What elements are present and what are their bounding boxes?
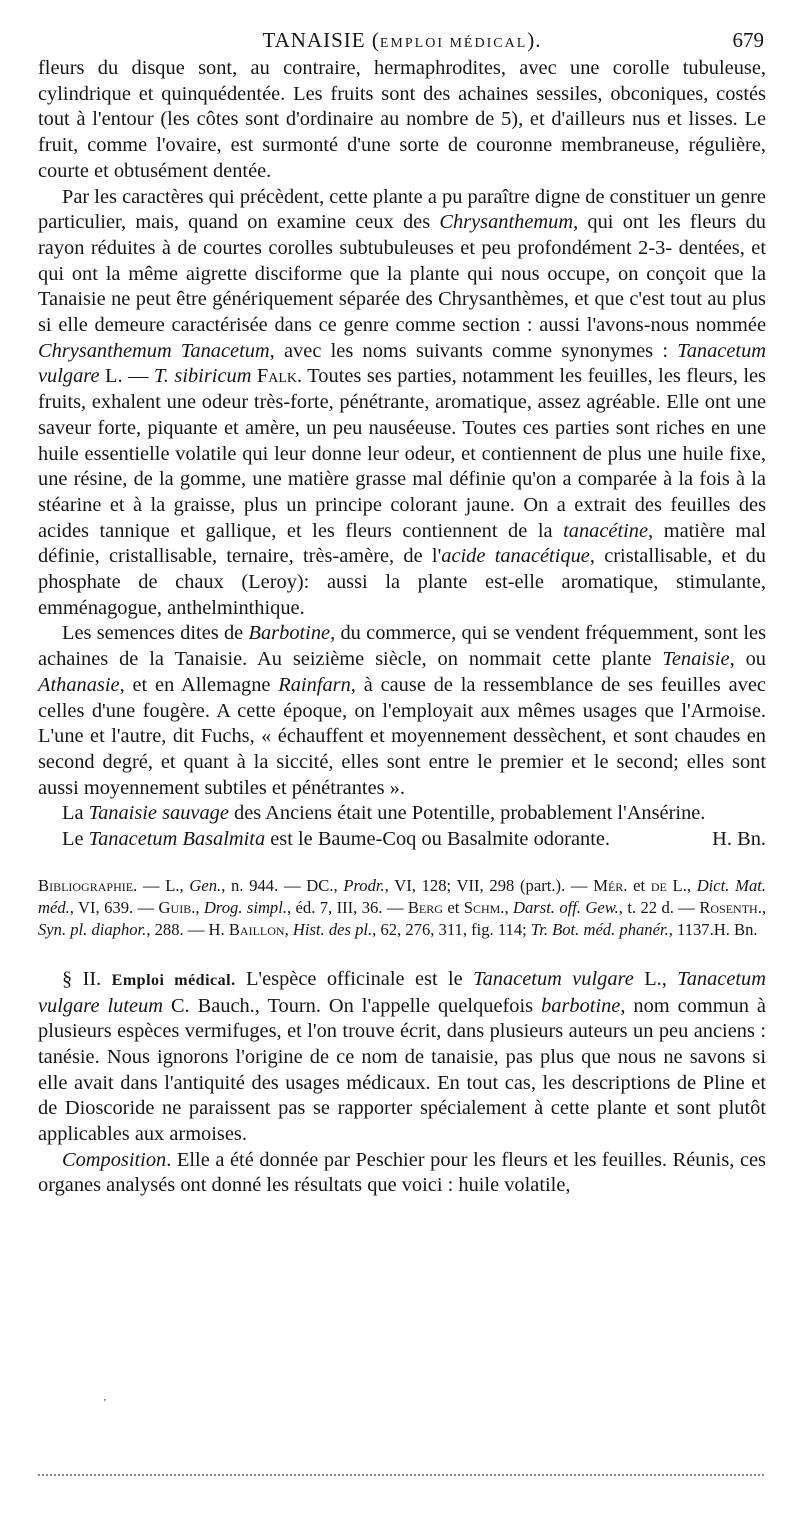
- italic-term: Darst. off. Gew.: [513, 897, 619, 917]
- italic-term: Gen.: [189, 875, 222, 895]
- paragraph: [38, 827, 766, 853]
- small-caps-name: Bibliographie: [38, 875, 134, 895]
- italic-term: barbotine: [541, 994, 621, 1017]
- paragraph: [38, 56, 766, 185]
- text-run: La: [62, 802, 89, 825]
- text-run: des Anciens était une Potentille, probablement l'Ansérine.: [228, 802, 706, 825]
- text-run: , qui ont les fleurs du rayon réduites à de courtes corolles subtubuleuses et peu profondément 2-3- dentées, et qui ont la même aigrette disciforme que la plante qui nous occupe, on conçoit que la Tanaisie ne peut être génériquement séparée des Chrysanthèmes, et que c'est tout au plus si elle demeure caractérisée dans ce genre comme section : aussi l'avons-nous nommée: [38, 211, 766, 337]
- text-run: est le Baume-Coq ou Basalmite odorante.: [265, 828, 611, 851]
- italic-term: Tanacetum Basalmita: [88, 828, 266, 851]
- paragraph: [38, 801, 766, 827]
- text-run: . — L.,: [133, 875, 190, 895]
- text-run: L'espèce officinale est le: [235, 967, 474, 990]
- text-run: , et en Allemagne: [119, 673, 279, 696]
- text-run: , éd. 7, III, 36. —: [286, 897, 408, 917]
- paragraph: [38, 1148, 766, 1199]
- text-run: § II.: [62, 967, 112, 990]
- italic-term: Tanaisie sauvage: [88, 802, 229, 825]
- small-caps-name: Schm: [463, 897, 501, 917]
- italic-term: Syn. pl. diaphor.: [38, 919, 147, 939]
- italic-term: tanacétine: [563, 519, 649, 542]
- italic-term: Chrysanthemum Tanacetum: [38, 339, 270, 362]
- text-run: et: [442, 897, 464, 917]
- text-run: ,: [284, 919, 293, 939]
- text-run: L.,: [666, 875, 697, 895]
- italic-term: Tanacetum vulgare: [38, 339, 766, 388]
- text-run: Les semences dites de: [62, 622, 249, 645]
- text-run: , à cause de la ressemblance de ses feuilles avec celles d'une fougère. A cette époque, on l'employait aux mêmes usages que l'Armoise. L'une et l'autre, dit Fuchs, « échauffent et moyennement dessèchent, et sont chaudes en second degré, et quant à la siccité, elles sont entre le premier et le second; elles sont aussi moyennement subtiles et pénétrantes ».: [38, 673, 766, 799]
- italic-term: Dict. Mat. méd.: [38, 875, 767, 917]
- text-run: , 62, 276, 311, fig. 114;: [372, 919, 531, 939]
- text-run: , du commerce, qui se vendent fréquemment, sont les achaines de la Tanaisie. Au seizième siècle, on nommait cette plante: [38, 622, 767, 671]
- text-run: , n. 944. — DC.,: [221, 875, 344, 895]
- page-number: 679: [732, 28, 764, 52]
- running-title-main: TANAISIE (: [262, 28, 380, 52]
- text-run: . Elle a été donnée par Peschier pour les fleurs et les feuilles. Réunis, ces organes analysés ont donné les résultats que voici : huile volatile,: [38, 1148, 766, 1197]
- text-run: , VI, 128; VII, 298 (part.). —: [384, 875, 594, 895]
- text-run: fleurs du disque sont, au contraire, hermaphrodites, avec une corolle tubuleuse, cylindrique et quinquédentée. Les fruits sont des achaines sessiles, obconiques, costés tout à l'entour (les côtes sont d'ordinaire au nombre de 5), et d'ailleurs nus et lisses. Le fruit, comme l'ovaire, est surmonté d'une sorte de couronne membraneuse, régulière, courte et obtusément dentée.: [38, 57, 766, 182]
- italic-term: Tr. Bot. méd. phanér.: [530, 919, 669, 939]
- text-run: , VI, 639. —: [69, 897, 159, 917]
- italic-term: Athanasie: [38, 673, 120, 696]
- text-run: , nom commun à plusieurs espèces vermifuges, et l'on trouve écrit, dans plusieurs auteurs un peu anciens : tanésie. Nous ignorons l'origine de ce nom de tanaisie, pas plus que nous ne savons si elle avait dans l'antiquité des usages médicaux. En tout cas, les descriptions de Pline et de Dioscoride ne paraissent pas se rapporter spécialement à cette plante et sont plutôt applicables aux armoises.: [38, 994, 766, 1146]
- text-run: .,: [191, 897, 204, 917]
- text-run: Le: [62, 828, 89, 851]
- italic-term: Drog. simpl.: [203, 897, 287, 917]
- text-run: . Toutes ses parties, notamment les feuilles, les fleurs, les fruits, exhalent une odeur très-forte, pénétrante, aromatique, assez agréable. Elle ont une saveur forte, piquante et amère, un peu nauséeuse. Toutes ces parties sont riches en une huile essentielle volatile qui leur donne leur odeur, et contiennent de plus une huile fixe, une résine, de la gomme, une matière grasse mal définie qu'on a comparée à la fois à la stéarine et à la graisse, plus un principe colorant jaune. On a extrait des feuilles des acides tannique et gallique, et les fleurs contiennent de la: [38, 365, 766, 542]
- running-title-section: EMPLOI MÉDICAL: [379, 36, 528, 51]
- italic-term: Tanacetum vulgare luteum: [38, 967, 766, 1017]
- italic-term: Hist. des pl.: [292, 919, 373, 939]
- paragraph: [38, 621, 766, 801]
- italic-term: Composition: [62, 1148, 167, 1171]
- document-page: [38, 22, 766, 1199]
- text-run: L.,: [633, 967, 678, 990]
- running-title-end: ).: [527, 28, 542, 52]
- text-run: , avec les noms suivants comme synonymes :: [269, 339, 678, 362]
- bibliography: [38, 875, 766, 941]
- italic-term: Tanacetum vulgare: [473, 967, 634, 990]
- text-run: , matière mal définie, cristallisable, ternaire, très-amère, de l': [38, 519, 766, 568]
- author-signature: H. Bn.: [713, 919, 758, 939]
- text-run: L. —: [99, 365, 154, 388]
- stray-ink-mark: ': [104, 1398, 106, 1409]
- text-run: , 288. — H.: [146, 919, 229, 939]
- italic-term: Chrysanthemum: [439, 211, 574, 234]
- small-caps-name: Berg: [407, 897, 443, 917]
- text-run: , cristallisable, et du phosphate de chaux (Leroy): aussi la plante est-elle aromatique, stimulante, emménagogue, anthelminthique.: [38, 545, 766, 619]
- small-caps-name: Falk: [256, 365, 298, 388]
- bottom-rule: [38, 1474, 764, 1476]
- small-caps-name: Rosenth: [699, 897, 758, 917]
- italic-term: Tenaisie: [662, 648, 730, 671]
- text-run: .,: [757, 897, 767, 917]
- italic-term: Barbotine: [248, 622, 331, 645]
- small-caps-name: Baillon: [228, 919, 285, 939]
- italic-term: acide tanacétique: [441, 545, 590, 568]
- text-run: Par les caractères qui précèdent, cette plante a pu paraître digne de constituer un genre particulier, mais, quand on examine ceux des: [38, 185, 766, 234]
- article-body: [38, 56, 766, 853]
- section-emploi-medical: [38, 967, 766, 1199]
- text-run: . et: [623, 875, 651, 895]
- paragraph: [38, 185, 766, 622]
- text-run: .,: [500, 897, 513, 917]
- running-header: [38, 22, 766, 56]
- italic-term: Rainfarn: [278, 673, 351, 696]
- text-run: , ou: [729, 648, 766, 671]
- small-caps-name: Mér: [593, 875, 624, 895]
- italic-term: Prodr.: [343, 875, 385, 895]
- author-signature: H. Bn.: [712, 828, 766, 851]
- running-title: [38, 28, 766, 53]
- small-caps-name: de: [650, 875, 667, 895]
- italic-term: T. sibiricum: [153, 365, 252, 388]
- section-heading: Emploi médical.: [111, 971, 236, 989]
- paragraph: [38, 967, 766, 1148]
- text-run: C. Bauch., Tourn. On l'appelle quelquefois: [162, 994, 542, 1017]
- text-run: , t. 22 d. —: [618, 897, 700, 917]
- small-caps-name: Guib: [158, 897, 192, 917]
- text-run: , 1137.: [668, 919, 714, 939]
